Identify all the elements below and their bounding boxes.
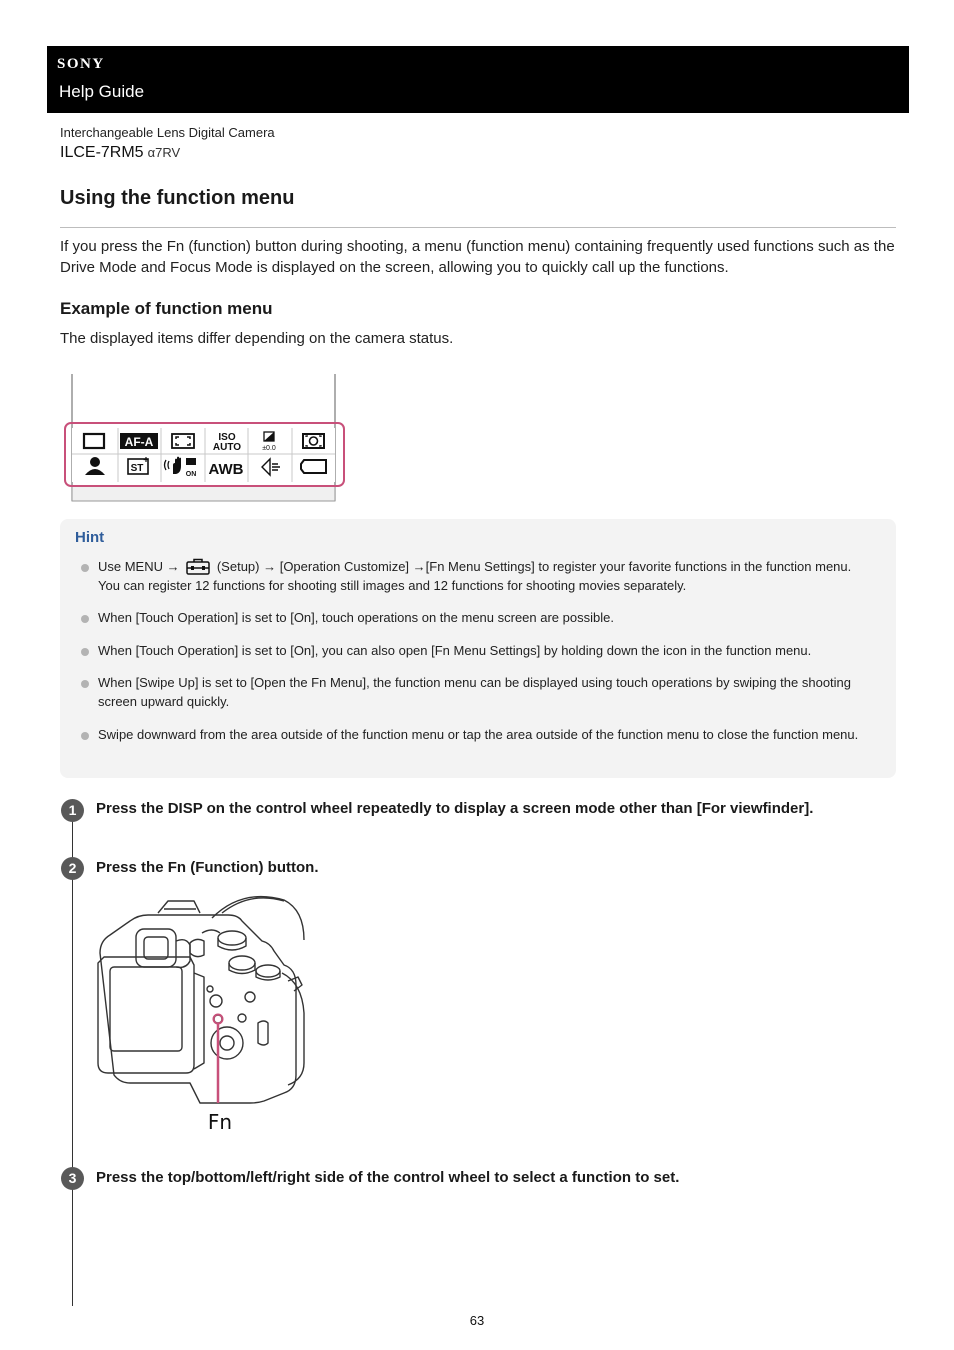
- ev-label: ±0.0: [262, 445, 276, 452]
- hint-text: When [Touch Operation] is set to [On], touch operations on the menu screen are possible.: [98, 610, 614, 625]
- step-number-2: 2: [61, 857, 84, 880]
- step-text-3: Press the top/bottom/left/right side of the control wheel to select a function to set.: [96, 1169, 680, 1186]
- toolbox-setup-icon: [186, 558, 210, 575]
- bullet-icon: [81, 615, 89, 623]
- header-bar: [47, 46, 909, 113]
- fn-callout-label: Fn: [207, 1110, 233, 1134]
- awb-label: AWB: [208, 461, 244, 478]
- hint-box: [60, 519, 896, 778]
- hint-text: When [Touch Operation] is set to [On], you can also open [Fn Menu Settings] by holding down the icon in the function menu.: [98, 643, 812, 658]
- iso-label: ISO: [218, 432, 236, 443]
- hint-item: [98, 641, 868, 660]
- example-heading: Example of function menu: [60, 299, 273, 318]
- hint-item: [98, 557, 868, 595]
- step-text-1: Press the DISP on the control wheel repeatedly to display a screen mode other than [For viewfinder].: [96, 800, 814, 817]
- bullet-icon: [81, 680, 89, 688]
- hint-item: [98, 725, 868, 744]
- hint-item: [98, 608, 868, 627]
- iso-auto-label: AUTO: [212, 442, 242, 453]
- step-text-2: Press the Fn (Function) button.: [96, 859, 319, 876]
- hint-text: When [Swipe Up] is set to [Open the Fn Menu], the function menu can be displayed using touch operations by swiping the shooting screen upward quickly.: [98, 675, 852, 709]
- bullet-icon: [81, 648, 89, 656]
- hint-text-before-icon: Use MENU →: [98, 559, 184, 574]
- hint-text-after-icon: (Setup) → [Operation Customize] →[Fn Menu Settings] to register your favorite functions in the function menu. You can register 12 functions for shooting still images and 12 functions for shooting movies separately.: [98, 559, 852, 593]
- step-number-1: 1: [61, 799, 84, 822]
- model-name: [60, 144, 180, 162]
- help-guide-label: Help Guide: [59, 82, 145, 101]
- product-type: Interchangeable Lens Digital Camera: [60, 125, 275, 140]
- step-number-3: 3: [61, 1167, 84, 1190]
- example-text: The displayed items differ depending on the camera status.: [60, 330, 454, 347]
- camera-back-illustration: [92, 893, 327, 1138]
- model-number: ILCE-7RM5: [60, 144, 144, 161]
- page-number: 63: [469, 1313, 485, 1328]
- page-title: Using the function menu: [60, 187, 295, 209]
- steps-timeline: [72, 820, 73, 1306]
- intro-paragraph: If you press the Fn (function) button during shooting, a menu (function menu) containing frequently used functions such as the Drive Mode and Focus Mode is displayed on the screen, allowing you to quickly call up the functions.: [60, 238, 895, 276]
- model-alias: α7RV: [147, 145, 181, 160]
- st-label: ST: [130, 463, 144, 474]
- hint-text: Swipe downward from the area outside of the function menu or tap the area outside of the function menu to close the function menu.: [98, 727, 859, 742]
- bullet-icon: [81, 732, 89, 740]
- title-divider: [60, 227, 896, 228]
- af-a-label: AF-A: [124, 435, 154, 449]
- on-label: ON: [185, 471, 197, 478]
- awb-icon: [209, 461, 244, 478]
- hint-item: [98, 673, 868, 711]
- bullet-icon: [81, 564, 89, 572]
- sony-logo: SONY: [57, 56, 105, 72]
- function-menu-illustration: [60, 370, 350, 505]
- af-a-icon: [120, 433, 158, 449]
- hint-title: Hint: [75, 529, 105, 546]
